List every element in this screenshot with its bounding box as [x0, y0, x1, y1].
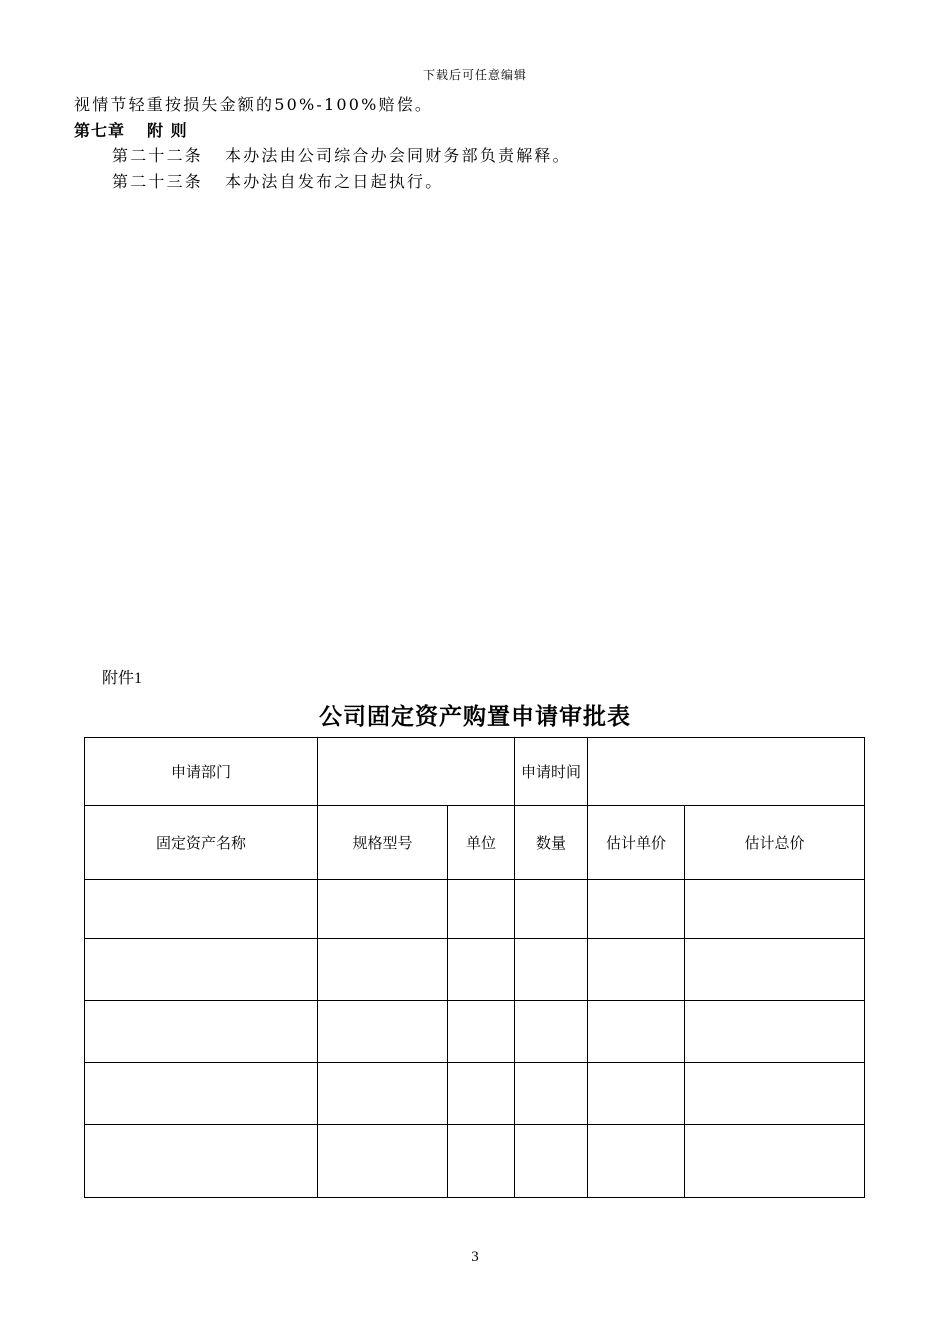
apply-time-field[interactable]	[588, 738, 865, 806]
chapter-subtitle: 附 则	[147, 121, 188, 140]
column-header: 规格型号	[318, 806, 448, 880]
table-cell[interactable]	[515, 880, 588, 939]
table-cell[interactable]	[588, 939, 685, 1001]
table-cell[interactable]	[515, 1063, 588, 1125]
table-cell[interactable]	[588, 880, 685, 939]
table-cell[interactable]	[318, 1001, 448, 1063]
table-cell[interactable]	[85, 1125, 318, 1198]
column-header: 固定资产名称	[85, 806, 318, 880]
column-header: 估计单价	[588, 806, 685, 880]
table-cell[interactable]	[448, 1001, 515, 1063]
purchase-approval-table	[84, 737, 865, 1198]
header-note: 下载后可任意编辑	[422, 68, 527, 82]
chapter-title: 第七章	[74, 121, 126, 140]
table-cell[interactable]	[588, 1063, 685, 1125]
table-row	[85, 1125, 865, 1198]
table-cell[interactable]	[85, 880, 318, 939]
table-cell[interactable]	[588, 1125, 685, 1198]
paragraph-line: 视情节轻重按损失金额的50%-100%赔偿。	[74, 95, 434, 114]
table-cell[interactable]	[318, 880, 448, 939]
table-cell[interactable]	[685, 1063, 865, 1125]
table-cell[interactable]	[318, 939, 448, 1001]
form-title: 公司固定资产购置申请审批表	[319, 704, 631, 730]
column-header: 数量	[515, 806, 588, 880]
column-header: 估计总价	[685, 806, 865, 880]
table-row	[85, 880, 865, 939]
table-cell[interactable]	[448, 939, 515, 1001]
table-row	[85, 1063, 865, 1125]
table-cell[interactable]	[515, 1001, 588, 1063]
apply-dept-field[interactable]	[318, 738, 515, 806]
table-row-header-info	[85, 738, 865, 806]
table-row	[85, 1001, 865, 1063]
chapter-heading	[74, 118, 188, 141]
article-number: 第二十二条	[112, 146, 204, 165]
table-cell[interactable]	[685, 1125, 865, 1198]
page-number: 3	[471, 1249, 479, 1265]
article-text: 本办法由公司综合办会同财务部负责解释。	[225, 146, 571, 165]
table-row	[85, 939, 865, 1001]
table-cell[interactable]	[685, 880, 865, 939]
apply-dept-label: 申请部门	[85, 738, 318, 806]
attachment-label: 附件1	[102, 670, 143, 687]
apply-time-label: 申请时间	[515, 738, 588, 806]
table-cell[interactable]	[318, 1125, 448, 1198]
article-22	[112, 143, 571, 166]
table-cell[interactable]	[85, 1063, 318, 1125]
article-text: 本办法自发布之日起执行。	[225, 172, 444, 191]
article-number: 第二十三条	[112, 172, 204, 191]
table-cell[interactable]	[448, 880, 515, 939]
table-header-row	[85, 806, 865, 880]
table-cell[interactable]	[685, 1001, 865, 1063]
table-cell[interactable]	[448, 1125, 515, 1198]
table-cell[interactable]	[515, 1125, 588, 1198]
table-cell[interactable]	[448, 1063, 515, 1125]
table-cell[interactable]	[85, 939, 318, 1001]
table-cell[interactable]	[588, 1001, 685, 1063]
column-header: 单位	[448, 806, 515, 880]
table-cell[interactable]	[515, 939, 588, 1001]
table-cell[interactable]	[85, 1001, 318, 1063]
table-cell[interactable]	[685, 939, 865, 1001]
article-23	[112, 169, 443, 192]
table-cell[interactable]	[318, 1063, 448, 1125]
